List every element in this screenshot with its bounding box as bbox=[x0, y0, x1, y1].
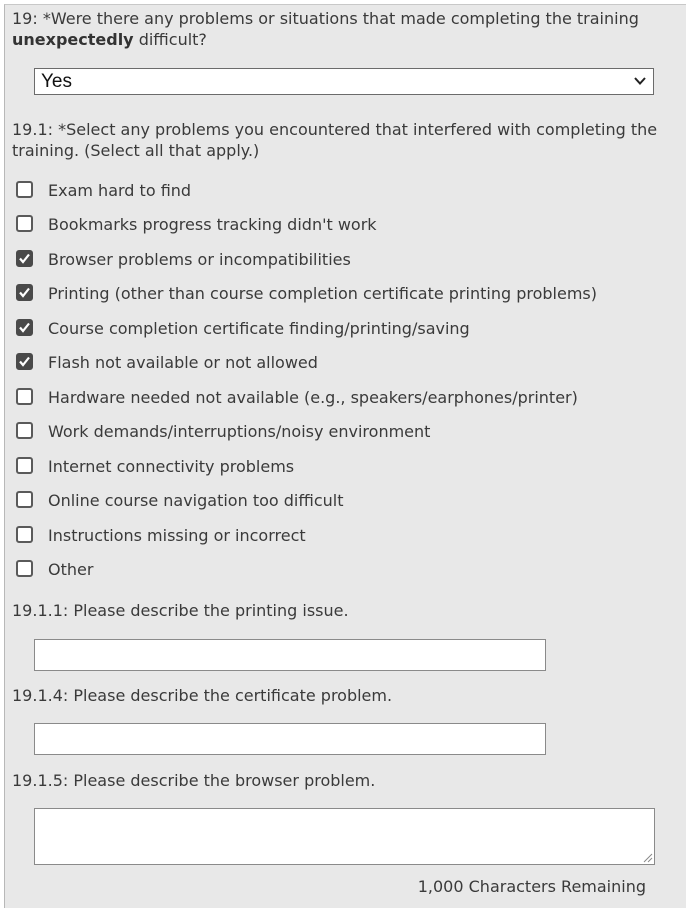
option-label: Other bbox=[48, 560, 94, 579]
printing-issue-label: 19.1.1: Please describe the printing issue. bbox=[12, 601, 349, 620]
checkmark-icon bbox=[18, 286, 31, 299]
printing-issue-input[interactable] bbox=[34, 639, 546, 671]
option-label: Flash not available or not allowed bbox=[48, 353, 318, 372]
checkbox[interactable] bbox=[16, 181, 33, 198]
option-label: Course completion certificate finding/printing/saving bbox=[48, 319, 470, 338]
question-19-emphasis: unexpectedly bbox=[12, 30, 134, 49]
browser-problem-textarea[interactable] bbox=[34, 808, 655, 865]
checkbox-checked[interactable] bbox=[16, 284, 33, 301]
question-19-prefix: 19: *Were there any problems or situations that made completing the training bbox=[12, 9, 639, 28]
checkbox[interactable] bbox=[16, 422, 33, 439]
option-label: Instructions missing or incorrect bbox=[48, 526, 306, 545]
option-label: Hardware needed not available (e.g., speakers/earphones/printer) bbox=[48, 388, 578, 407]
resize-grip-icon[interactable] bbox=[643, 853, 653, 863]
option-label: Online course navigation too difficult bbox=[48, 491, 344, 510]
checkbox[interactable] bbox=[16, 491, 33, 508]
checkbox-checked[interactable] bbox=[16, 353, 33, 370]
option-label: Browser problems or incompatibilities bbox=[48, 250, 351, 269]
certificate-problem-label: 19.1.4: Please describe the certificate problem. bbox=[12, 686, 393, 705]
question-19-1-text: 19.1: *Select any problems you encountered that interfered with completing the training. (Select all that apply.) bbox=[12, 120, 658, 160]
checkmark-icon bbox=[18, 321, 31, 334]
question-19-suffix: difficult? bbox=[133, 30, 207, 49]
chevron-down-icon bbox=[633, 74, 647, 88]
checkmark-icon bbox=[18, 355, 31, 368]
option-label: Exam hard to find bbox=[48, 181, 192, 200]
browser-problem-label: 19.1.5: Please describe the browser problem. bbox=[12, 771, 376, 790]
checkbox-checked[interactable] bbox=[16, 319, 33, 336]
checkbox[interactable] bbox=[16, 457, 33, 474]
problems-select[interactable] bbox=[34, 68, 654, 95]
option-label: Internet connectivity problems bbox=[48, 457, 295, 476]
question-19-text bbox=[12, 8, 672, 50]
checkbox[interactable] bbox=[16, 215, 33, 232]
checkbox[interactable] bbox=[16, 560, 33, 577]
checkbox[interactable] bbox=[16, 526, 33, 543]
option-label: Bookmarks progress tracking didn't work bbox=[48, 215, 377, 234]
checkmark-icon bbox=[18, 252, 31, 265]
checkbox[interactable] bbox=[16, 388, 33, 405]
checkbox-checked[interactable] bbox=[16, 250, 33, 267]
option-label: Work demands/interruptions/noisy environment bbox=[48, 422, 431, 441]
characters-remaining: 1,000 Characters Remaining bbox=[417, 877, 646, 896]
survey-panel bbox=[4, 4, 686, 908]
certificate-problem-input[interactable] bbox=[34, 723, 546, 755]
problems-select-value: Yes bbox=[41, 71, 72, 92]
option-label: Printing (other than course completion certificate printing problems) bbox=[48, 284, 597, 303]
